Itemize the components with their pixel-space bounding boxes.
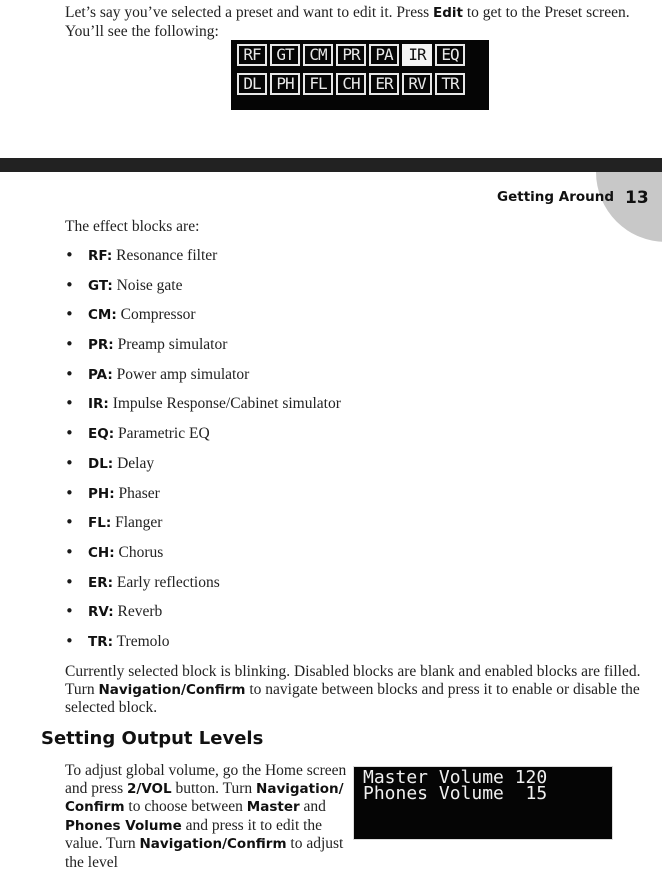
effect-name: Preamp simulator xyxy=(117,336,228,354)
effect-description xyxy=(88,603,162,622)
block-ch: CH xyxy=(336,73,366,95)
block-tr: TR xyxy=(435,73,465,95)
effect-name: Compressor xyxy=(120,306,196,324)
block-pa: PA xyxy=(369,44,399,66)
effect-code: CH: xyxy=(88,544,115,561)
effect-list-item xyxy=(65,485,341,515)
block-gt: GT xyxy=(270,44,300,66)
effect-code: PH: xyxy=(88,485,115,502)
effect-description xyxy=(88,574,220,593)
navigation-confirm-keyword: Navigation/Confirm xyxy=(98,681,246,698)
selection-text: Currently selected block is blinking. Disabled blocks are blank and enabled blocks are filled. Turn xyxy=(65,663,641,698)
effect-list-item xyxy=(65,395,341,425)
volume-text-3: to choose between xyxy=(124,798,247,815)
effect-list-item xyxy=(65,455,341,485)
effect-list-item xyxy=(65,574,341,604)
effect-list-item xyxy=(65,366,341,396)
master-volume-line: Master Volume 120 xyxy=(363,767,548,788)
bullet-icon xyxy=(65,277,88,296)
effect-code: PR: xyxy=(88,337,114,354)
phones-volume-keyword: Phones Volume xyxy=(65,817,182,834)
effect-code: RF: xyxy=(88,248,113,264)
navigation-confirm-keyword: Navigation/Confirm xyxy=(139,836,287,852)
effect-code: IR: xyxy=(88,396,109,413)
page-number: 13 xyxy=(625,188,649,208)
effect-description xyxy=(88,425,210,444)
volume-text-5: and press it to edit the value. Turn xyxy=(65,816,323,852)
intro-text: Let’s say you’ve selected a preset and want to edit it. Press xyxy=(65,4,434,21)
effect-description xyxy=(88,544,163,563)
effect-name: Reverb xyxy=(117,603,163,621)
effect-list-item xyxy=(65,514,341,544)
effect-code: EQ: xyxy=(88,426,115,443)
block-ph: PH xyxy=(270,73,300,95)
effect-list-item xyxy=(65,544,341,574)
volume-screen-display xyxy=(353,766,613,840)
effect-list-item xyxy=(65,425,341,455)
effect-list-item xyxy=(65,306,341,336)
effect-code: RV: xyxy=(88,604,114,621)
section-heading: Setting Output Levels xyxy=(41,728,264,749)
effect-name: Parametric EQ xyxy=(117,425,210,443)
effect-name: Phaser xyxy=(118,484,160,502)
effect-list xyxy=(65,247,341,663)
vol-button-keyword: 2/VOL xyxy=(127,780,172,797)
effect-name: Flanger xyxy=(115,514,163,532)
block-row-1 xyxy=(237,44,465,66)
effect-name: Tremolo xyxy=(116,632,170,650)
bullet-icon xyxy=(65,425,88,444)
effect-name: Resonance filter xyxy=(116,247,218,264)
bullet-icon xyxy=(65,514,88,533)
bullet-icon xyxy=(65,306,88,325)
intro-paragraph xyxy=(65,4,645,40)
block-dl: DL xyxy=(237,73,267,95)
effect-name: Delay xyxy=(117,454,155,472)
effect-description xyxy=(88,514,162,533)
bullet-icon xyxy=(65,336,88,355)
volume-text-4: and xyxy=(299,798,326,815)
effect-code: FL: xyxy=(88,515,112,532)
master-keyword: Master xyxy=(246,799,300,815)
effect-code: DL: xyxy=(88,455,114,472)
volume-paragraph xyxy=(65,762,355,871)
effect-list-item xyxy=(65,277,341,307)
phones-volume-line: Phones Volume 15 xyxy=(363,783,548,804)
bullet-icon xyxy=(65,455,88,474)
block-er: ER xyxy=(369,73,399,95)
effect-code: PA: xyxy=(88,366,113,383)
effect-description xyxy=(88,277,182,296)
effect-description xyxy=(88,366,249,385)
preset-screen-display xyxy=(231,40,489,110)
effect-name: Early reflections xyxy=(116,573,220,591)
effect-description xyxy=(88,336,227,355)
effect-code: CM: xyxy=(88,307,117,324)
effect-list-item xyxy=(65,336,341,366)
bullet-icon xyxy=(65,485,88,504)
effect-description xyxy=(88,455,154,474)
bullet-icon xyxy=(65,544,88,563)
effect-name: Noise gate xyxy=(116,276,183,294)
block-rf: RF xyxy=(237,44,267,66)
effect-description xyxy=(88,306,196,325)
effect-description xyxy=(88,485,160,504)
effect-blocks-intro: The effect blocks are: xyxy=(65,218,200,235)
page-break-band xyxy=(0,158,662,172)
edit-keyword: Edit xyxy=(433,5,463,21)
block-fl: FL xyxy=(303,73,333,95)
effect-description xyxy=(88,395,341,414)
volume-text-6: to adjust the level xyxy=(65,835,344,871)
effect-code: GT: xyxy=(88,277,113,294)
block-eq: EQ xyxy=(435,44,465,66)
bullet-icon xyxy=(65,395,88,414)
block-rv: RV xyxy=(402,73,432,95)
effect-description xyxy=(88,633,169,652)
effect-code: TR: xyxy=(88,633,114,650)
volume-text-2: button. Turn xyxy=(171,779,257,797)
block-cm: CM xyxy=(303,44,333,66)
effect-description xyxy=(88,247,217,266)
selection-text-end: to navigate between blocks and press it to enable or disable the selected block. xyxy=(65,680,640,716)
running-head: Getting Around xyxy=(497,189,615,205)
effect-name: Chorus xyxy=(118,543,164,561)
bullet-icon xyxy=(65,366,88,385)
bullet-icon xyxy=(65,247,88,266)
bullet-icon xyxy=(65,633,88,652)
block-ir: IR xyxy=(402,44,432,66)
intro-text-end: to get to the Preset screen. You’ll see the following: xyxy=(65,4,630,40)
bullet-icon xyxy=(65,603,88,622)
block-pr: PR xyxy=(336,44,366,66)
effect-code: ER: xyxy=(88,574,114,591)
volume-text-1: To adjust global volume, go the Home screen and press xyxy=(65,762,347,797)
block-row-2 xyxy=(237,73,465,95)
effect-list-item xyxy=(65,247,341,277)
effect-list-item xyxy=(65,603,341,633)
effect-name: Power amp simulator xyxy=(116,365,250,383)
selection-paragraph xyxy=(65,663,645,717)
effect-name: Impulse Response/Cabinet simulator xyxy=(112,395,341,413)
effect-list-item xyxy=(65,633,341,663)
bullet-icon xyxy=(65,574,88,593)
navigation-confirm-keyword: Navigation/ Confirm xyxy=(65,780,344,815)
